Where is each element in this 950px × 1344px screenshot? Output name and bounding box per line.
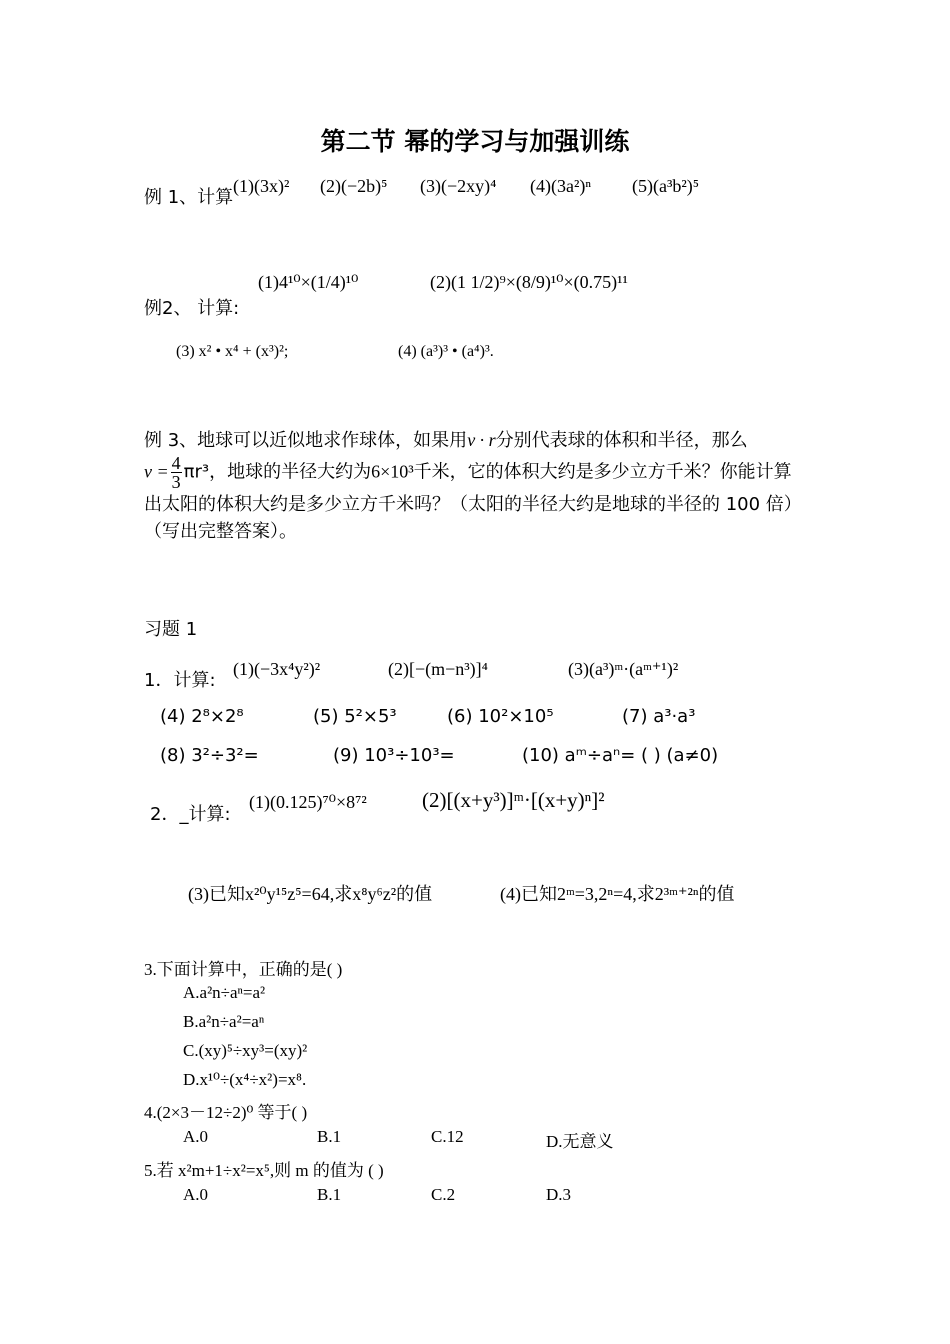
q2-item-4: (4)已知2ᵐ=3,2ⁿ=4,求2³ᵐ⁺²ⁿ的值 bbox=[500, 884, 735, 904]
q5-stem: 5.若 x²m+1÷x²=x⁵,则 m 的值为 ( ) bbox=[144, 1161, 384, 1180]
q2-item-2: (2)[(x+y³)]ᵐ·[(x+y)ⁿ]² bbox=[422, 788, 605, 812]
example-3-paragraph bbox=[144, 427, 804, 545]
example-2-item-1: (1)4¹⁰×(1/4)¹⁰ bbox=[258, 272, 359, 292]
example-3-radius: 6×10³ bbox=[371, 461, 414, 482]
example-1-label: 例 1、计算 bbox=[144, 187, 234, 208]
q1-item-3: (3)(a³)ᵐ·(aᵐ⁺¹)² bbox=[568, 659, 679, 679]
q1-item-6: (6) 10²×10⁵ bbox=[447, 706, 554, 727]
example-1-item-4: (4)(3a²)ⁿ bbox=[530, 176, 592, 196]
page-title: 第二节 幂的学习与加强训练 bbox=[320, 127, 630, 156]
example-1-item-2: (2)(−2b)⁵ bbox=[320, 176, 388, 196]
example-2-label: 例2、 计算: bbox=[144, 298, 240, 319]
q5-option-c: C.2 bbox=[431, 1185, 456, 1204]
example-3-formula-lhs: v = bbox=[144, 461, 169, 482]
q4-option-d: D.无意义 bbox=[546, 1132, 614, 1151]
q2-item-3: (3)已知x²⁰y¹⁵z⁵=64,求x⁸y⁶z²的值 bbox=[188, 884, 433, 904]
example-3-text-3: πr³，地球的半径大约为 bbox=[183, 461, 372, 483]
example-1-item-5: (5)(a³b²)⁵ bbox=[632, 176, 700, 196]
q4-option-c: C.12 bbox=[431, 1127, 464, 1146]
q3-stem: 3.下面计算中，正确的是( ) bbox=[144, 960, 343, 979]
exercise-title: 习题 1 bbox=[144, 619, 198, 640]
example-3-fraction-den: 3 bbox=[171, 472, 181, 492]
q1-label: 1．计算: bbox=[144, 670, 216, 691]
q4-option-b: B.1 bbox=[317, 1127, 342, 1146]
q5-option-d: D.3 bbox=[546, 1185, 572, 1204]
q1-item-4: (4) 2⁸×2⁸ bbox=[160, 706, 244, 727]
example-3-text-2: 分别代表球的体积和半径，那么 bbox=[495, 430, 748, 451]
q1-item-5: (5) 5²×5³ bbox=[313, 706, 397, 727]
q3-option-a: A.a²n÷aⁿ=a² bbox=[183, 983, 266, 1002]
q4-stem: 4.(2×3－12÷2)⁰ 等于( ) bbox=[144, 1103, 308, 1122]
q1-item-1: (1)(−3x⁴y²)² bbox=[233, 659, 321, 679]
q1-item-2: (2)[−(m−n³)]⁴ bbox=[388, 659, 488, 679]
example-1-item-1: (1)(3x)² bbox=[233, 176, 290, 196]
q2-item-1: (1)(0.125)⁷⁰×8⁷² bbox=[249, 792, 367, 812]
q4-option-a: A.0 bbox=[183, 1127, 209, 1146]
example-2-item-3: (3) x² • x⁴ + (x³)²; bbox=[176, 343, 289, 360]
q1-item-10: (10) aᵐ÷aⁿ= ( ) (a≠0) bbox=[522, 745, 719, 766]
example-3-text-4: 千米，它的体积大约是多少立方千米？你能计算出太阳的体积大约是多少立方千米吗？（太阳的半径大约是地球的半径的 100 倍）（写出完整答案）。 bbox=[144, 461, 802, 542]
q2-label: 2．_计算: bbox=[150, 804, 231, 825]
q3-option-d: D.x¹⁰÷(x⁴÷x²)=x⁸. bbox=[183, 1070, 307, 1089]
example-3-fraction-num: 4 bbox=[171, 453, 181, 473]
example-2-item-4: (4) (a³)³ • (a⁴)³. bbox=[398, 343, 494, 360]
q1-item-7: (7) a³·a³ bbox=[622, 706, 696, 727]
q3-option-b: B.a²n÷a²=aⁿ bbox=[183, 1012, 265, 1031]
q5-option-a: A.0 bbox=[183, 1185, 209, 1204]
example-2-item-2: (2)(1 1/2)⁹×(8/9)¹⁰×(0.75)¹¹ bbox=[430, 272, 628, 292]
q1-item-8: (8) 3²÷3²= bbox=[160, 745, 259, 766]
example-1-item-3: (3)(−2xy)⁴ bbox=[420, 176, 497, 196]
example-3-text-1: 例 3、地球可以近似地求作球体，如果用 bbox=[144, 430, 468, 451]
q3-option-c: C.(xy)⁵÷xy³=(xy)² bbox=[183, 1041, 308, 1060]
example-3-fraction bbox=[171, 454, 182, 491]
q1-item-9: (9) 10³÷10³= bbox=[333, 745, 455, 766]
q5-option-b: B.1 bbox=[317, 1185, 342, 1204]
example-3-vr: v · r bbox=[467, 430, 496, 450]
